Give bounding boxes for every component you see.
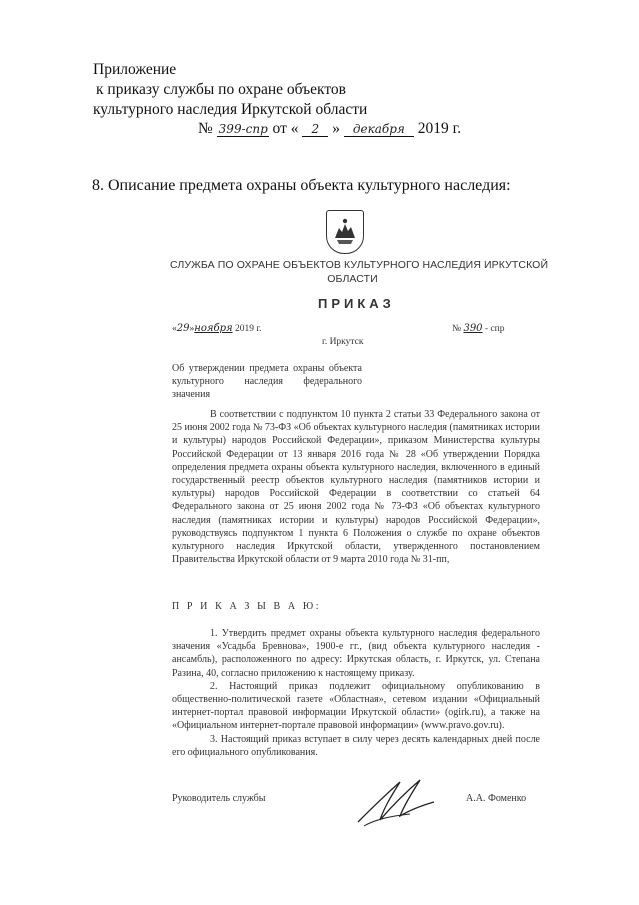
order-date-day-hand: 29 — [176, 323, 190, 334]
order-number-sign: № — [452, 324, 462, 334]
order-date-open: « — [172, 324, 177, 334]
section-title: 8. Описание предмета охраны объекта культурного наследия: — [92, 177, 511, 194]
agency-name — [170, 258, 549, 286]
order-item-2: 2. Настоящий приказ подлежит официальному опубликованию в общественно-политической газете «Областная», сетевом издании «Официальный интернет-портал правовой информации Иркутской области» (ogirk.ru), а также на «Официальном интернет-портале правовой информации» (www.pravo.gov.ru). — [172, 680, 540, 732]
order-number-prefix: № — [198, 120, 213, 137]
order-date-month-hand: ноября — [194, 323, 233, 334]
order-date-day: 2 — [302, 122, 328, 137]
agency-name-line2: ОБЛАСТИ — [327, 273, 378, 285]
order-number — [452, 323, 505, 334]
order-number-hand: 390 — [463, 323, 483, 334]
order-date-month: декабря — [344, 122, 414, 137]
appendix-label: Приложение — [93, 61, 177, 78]
appendix-order-line: к приказу службы по охране объектов — [96, 81, 347, 98]
order-date-year-print: 2019 г. — [234, 324, 262, 334]
order-number-suffix: - спр — [484, 324, 505, 334]
signer-title: Руководитель службы — [172, 793, 266, 804]
order-subject: Об утверждении предмета охраны объекта культурного наследия федерального значения — [172, 363, 362, 400]
order-date-year: 2019 г. — [417, 120, 462, 137]
order-date — [172, 323, 262, 334]
appendix-order-reference — [198, 120, 461, 138]
order-date-from: от « — [272, 120, 299, 137]
order-directive-word: П Р И К А З Ы В А Ю: — [172, 601, 322, 612]
signature-scribble — [350, 770, 440, 830]
order-date-mid: » — [189, 324, 195, 334]
order-preamble: В соответствии с подпунктом 10 пункта 2 статьи 33 Федерального закона от 25 июня 2002 года № 73-ФЗ «Об объектах культурного наследия (памятниках истории и культуры) народов Российской Федерации», приказом Министерства культуры Российской Федерации от 13 января 2016 года № 28 «Об утверждении Порядка определения предмета охраны объекта культурного наследия, включенного в единый государственный реестр объектов культурного наследия (памятников истории и культуры) народов Российской Федерации в соответствии со статьей 64 Федерального закона от 25 июня 2002 года № 73-ФЗ «Об объектах культурного наследия (памятниках истории и культуры) народов Российской Федерации», руководствуясь подпунктом 1 пункта 6 Положения о службе по охране объектов культурного наследия Иркутской области, утвержденного постановлением Правительства Иркутской области от 9 марта 2010 года № 31-пп, — [172, 409, 541, 566]
signer-name: А.А. Фоменко — [466, 793, 527, 804]
order-date-close: » — [332, 120, 340, 137]
order-item-1: 1. Утвердить предмет охраны объекта культурного наследия федерального значения «Усадьба Бревнова», 1900-е гг., (вид объекта культурного наследия - ансамбль), расположенного по адресу: Иркутская область, г. Иркутск, ул. Степана Разина, 40, согласно приложению к настоящему приказу. — [172, 628, 540, 679]
order-title: ПРИКАЗ — [318, 296, 395, 311]
order-number-value: 399-спр — [218, 122, 268, 136]
agency-name-line1: СЛУЖБА ПО ОХРАНЕ ОБЪЕКТОВ КУЛЬТУРНОГО НАСЛЕДИЯ ИРКУТСКОЙ — [170, 259, 549, 271]
appendix-agency-line: культурного наследия Иркутской области — [93, 101, 368, 118]
coat-of-arms-icon — [326, 210, 364, 254]
order-item-3: 3. Настоящий приказ вступает в силу через десять календарных дней после его официального опубликования. — [172, 733, 540, 758]
order-city: г. Иркутск — [322, 337, 364, 347]
